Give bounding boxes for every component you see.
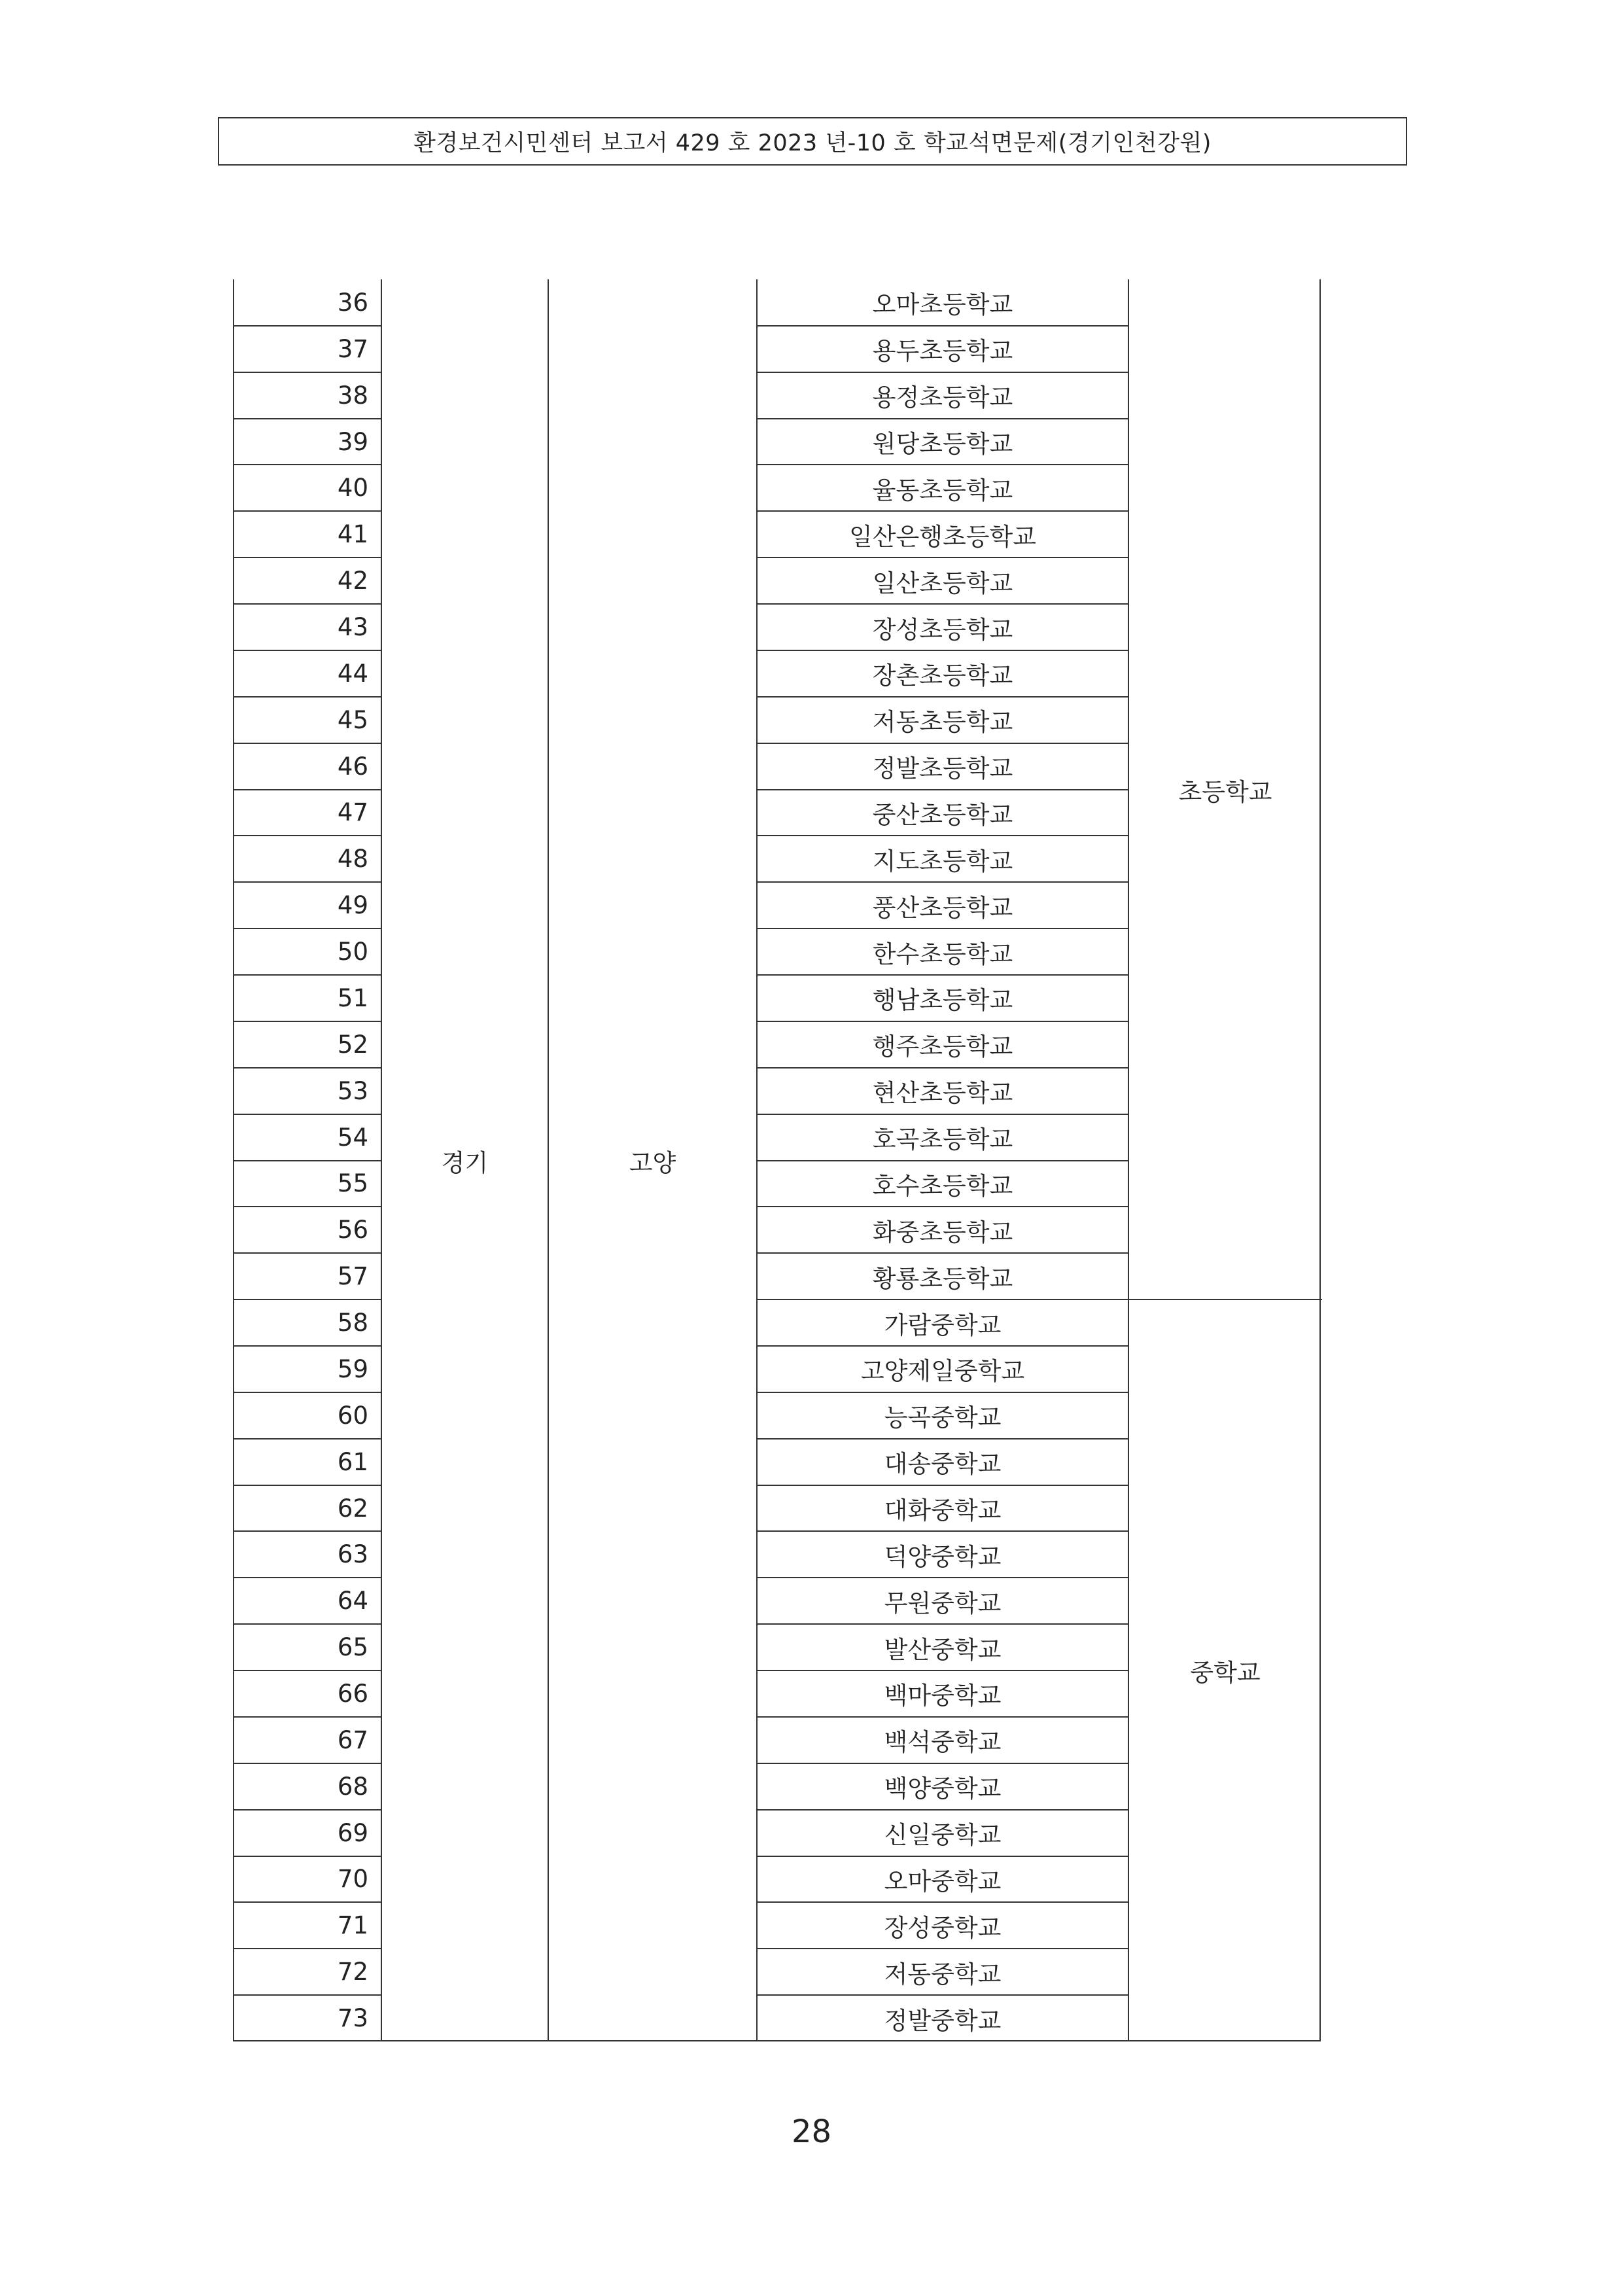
- row-divider: [234, 881, 381, 883]
- school-name: 황룡초등학교: [872, 1264, 1013, 1293]
- row-divider: [757, 650, 1128, 651]
- school-name: 백양중학교: [884, 1775, 1002, 1803]
- row-number: 68: [337, 1772, 368, 1801]
- row-divider: [234, 557, 381, 558]
- school-name: 저동초등학교: [872, 708, 1013, 737]
- row-number: 62: [337, 1494, 368, 1523]
- row-divider: [757, 418, 1128, 419]
- row-divider: [234, 696, 381, 698]
- school-name: 호곡초등학교: [872, 1125, 1013, 1154]
- row-divider: [757, 1530, 1128, 1532]
- row-divider: [234, 1809, 381, 1810]
- row-divider: [757, 835, 1128, 836]
- row-divider: [757, 789, 1128, 790]
- row-number: 54: [337, 1123, 368, 1152]
- row-divider: [757, 1809, 1128, 1810]
- row-divider: [757, 325, 1128, 327]
- row-divider: [757, 1206, 1128, 1207]
- row-divider: [757, 603, 1128, 605]
- row-divider: [757, 1623, 1128, 1625]
- row-divider: [234, 372, 381, 373]
- row-number: 69: [337, 1818, 368, 1847]
- row-divider: [757, 1577, 1128, 1578]
- school-name: 율동초등학교: [872, 476, 1013, 504]
- row-number: 65: [337, 1633, 368, 1662]
- row-divider: [234, 464, 381, 465]
- row-divider: [234, 1299, 381, 1300]
- row-number: 59: [337, 1354, 368, 1383]
- row-divider: [234, 1716, 381, 1718]
- row-divider: [234, 1438, 381, 1439]
- row-number: 41: [337, 520, 368, 549]
- school-name: 덕양중학교: [884, 1542, 1002, 1571]
- school-name: 능곡중학교: [884, 1404, 1002, 1432]
- row-divider: [234, 1577, 381, 1578]
- row-divider: [757, 1948, 1128, 1949]
- school-name: 가람중학교: [884, 1311, 1002, 1339]
- row-divider: [234, 1206, 381, 1207]
- school-name: 저동중학교: [884, 1960, 1002, 1988]
- school-name: 현산초등학교: [872, 1079, 1013, 1108]
- row-divider: [757, 1438, 1128, 1439]
- school-name: 장성중학교: [884, 1913, 1002, 1942]
- school-name: 호수초등학교: [872, 1171, 1013, 1200]
- row-number: 36: [337, 288, 368, 317]
- row-divider: [234, 418, 381, 419]
- school-type-cell: 중학교: [1190, 1659, 1261, 1687]
- row-number: 38: [337, 381, 368, 410]
- row-divider: [234, 325, 381, 327]
- row-number: 37: [337, 334, 368, 363]
- row-divider: [234, 1901, 381, 1903]
- school-name: 행남초등학교: [872, 986, 1013, 1015]
- school-name: 정발초등학교: [872, 754, 1013, 783]
- school-name: 대송중학교: [884, 1450, 1002, 1479]
- school-name: 정발중학교: [884, 2006, 1002, 2035]
- row-divider: [234, 1252, 381, 1254]
- row-number: 39: [337, 427, 368, 456]
- school-name: 일산초등학교: [872, 569, 1013, 597]
- row-divider: [234, 928, 381, 929]
- row-number: 47: [337, 798, 368, 827]
- row-number: 72: [337, 1958, 368, 1987]
- row-divider: [234, 1994, 381, 1996]
- row-number: 40: [337, 474, 368, 503]
- row-divider: [757, 1021, 1128, 1022]
- row-divider: [757, 1252, 1128, 1254]
- row-number: 44: [337, 659, 368, 688]
- row-divider: [234, 1067, 381, 1069]
- row-number: 61: [337, 1447, 368, 1476]
- school-name: 무원중학교: [884, 1589, 1002, 1617]
- page-number: 28: [791, 2113, 832, 2150]
- row-number: 53: [337, 1076, 368, 1105]
- row-divider: [234, 510, 381, 512]
- row-divider: [234, 1021, 381, 1022]
- row-divider: [757, 557, 1128, 558]
- school-name: 풍산초등학교: [872, 893, 1013, 922]
- school-name: 화중초등학교: [872, 1218, 1013, 1246]
- row-number: 42: [337, 567, 368, 595]
- school-name: 백석중학교: [884, 1728, 1002, 1757]
- row-divider: [757, 1114, 1128, 1115]
- row-number: 57: [337, 1262, 368, 1291]
- row-divider: [234, 603, 381, 605]
- row-divider: [757, 928, 1128, 929]
- report-title: 환경보건시민센터 보고서 429 호 2023 년-10 호 학교석면문제(경기인천강원): [413, 130, 1212, 156]
- row-number: 66: [337, 1679, 368, 1708]
- school-name: 백마중학교: [884, 1682, 1002, 1710]
- row-divider: [234, 1670, 381, 1671]
- row-divider: [757, 696, 1128, 698]
- school-name: 고양제일중학교: [860, 1357, 1025, 1386]
- row-divider: [234, 1160, 381, 1161]
- row-divider: [234, 1856, 381, 1857]
- row-number: 43: [337, 613, 368, 641]
- row-divider: [757, 1067, 1128, 1069]
- row-divider: [234, 1623, 381, 1625]
- row-divider: [234, 835, 381, 836]
- region-cell: 경기: [441, 1148, 489, 1177]
- school-name: 오마중학교: [884, 1867, 1002, 1896]
- row-number: 52: [337, 1030, 368, 1059]
- school-name: 일산은행초등학교: [849, 522, 1036, 551]
- row-divider: [234, 1485, 381, 1486]
- row-number: 64: [337, 1587, 368, 1616]
- row-divider: [757, 1485, 1128, 1486]
- row-number: 58: [337, 1309, 368, 1337]
- row-number: 51: [337, 983, 368, 1012]
- row-divider: [757, 372, 1128, 373]
- row-divider: [234, 974, 381, 976]
- row-number: 50: [337, 938, 368, 966]
- school-name: 오마초등학교: [872, 291, 1013, 319]
- row-number: 60: [337, 1401, 368, 1430]
- school-name: 신일중학교: [884, 1821, 1002, 1850]
- row-divider: [234, 1530, 381, 1532]
- school-name: 장성초등학교: [872, 615, 1013, 644]
- school-name: 용두초등학교: [872, 337, 1013, 366]
- row-divider: [757, 974, 1128, 976]
- row-divider: [757, 1345, 1128, 1347]
- row-number: 56: [337, 1216, 368, 1245]
- report-header: [218, 117, 1407, 166]
- row-number: 55: [337, 1169, 368, 1198]
- row-number: 71: [337, 1911, 368, 1940]
- row-divider: [234, 743, 381, 744]
- row-divider: [757, 510, 1128, 512]
- row-number: 45: [337, 705, 368, 734]
- row-divider: [757, 1392, 1128, 1393]
- row-divider: [234, 1345, 381, 1347]
- row-number: 63: [337, 1540, 368, 1569]
- row-number: 46: [337, 752, 368, 781]
- row-divider: [757, 743, 1128, 744]
- row-number: 49: [337, 891, 368, 920]
- row-number: 48: [337, 845, 368, 874]
- row-divider: [234, 789, 381, 790]
- row-divider: [757, 464, 1128, 465]
- school-name: 원당초등학교: [872, 430, 1013, 459]
- school-list-table: [233, 279, 1321, 2041]
- row-divider: [757, 1160, 1128, 1161]
- row-number: 70: [337, 1865, 368, 1894]
- row-divider: [757, 1856, 1128, 1857]
- row-divider: [234, 1114, 381, 1115]
- school-name: 행주초등학교: [872, 1033, 1013, 1061]
- school-name: 대화중학교: [884, 1496, 1002, 1525]
- school-name: 중산초등학교: [872, 800, 1013, 829]
- row-divider: [757, 881, 1128, 883]
- school-name: 지도초등학교: [872, 847, 1013, 875]
- school-name: 발산중학교: [884, 1635, 1002, 1664]
- row-divider: [757, 1763, 1128, 1764]
- column-divider: [548, 279, 549, 2040]
- row-divider: [234, 1948, 381, 1949]
- row-divider: [757, 1670, 1128, 1671]
- city-cell: 고양: [629, 1148, 676, 1177]
- row-number: 67: [337, 1725, 368, 1754]
- row-number: 73: [337, 2004, 368, 2033]
- school-name: 한수초등학교: [872, 940, 1013, 968]
- school-name: 장촌초등학교: [872, 662, 1013, 690]
- row-divider: [234, 1392, 381, 1393]
- school-type-cell: 초등학교: [1178, 777, 1272, 806]
- row-divider: [757, 1901, 1128, 1903]
- school-name: 용정초등학교: [872, 383, 1013, 412]
- row-divider: [234, 1763, 381, 1764]
- row-divider: [757, 1716, 1128, 1718]
- row-divider: [757, 1994, 1128, 1996]
- row-divider: [234, 650, 381, 651]
